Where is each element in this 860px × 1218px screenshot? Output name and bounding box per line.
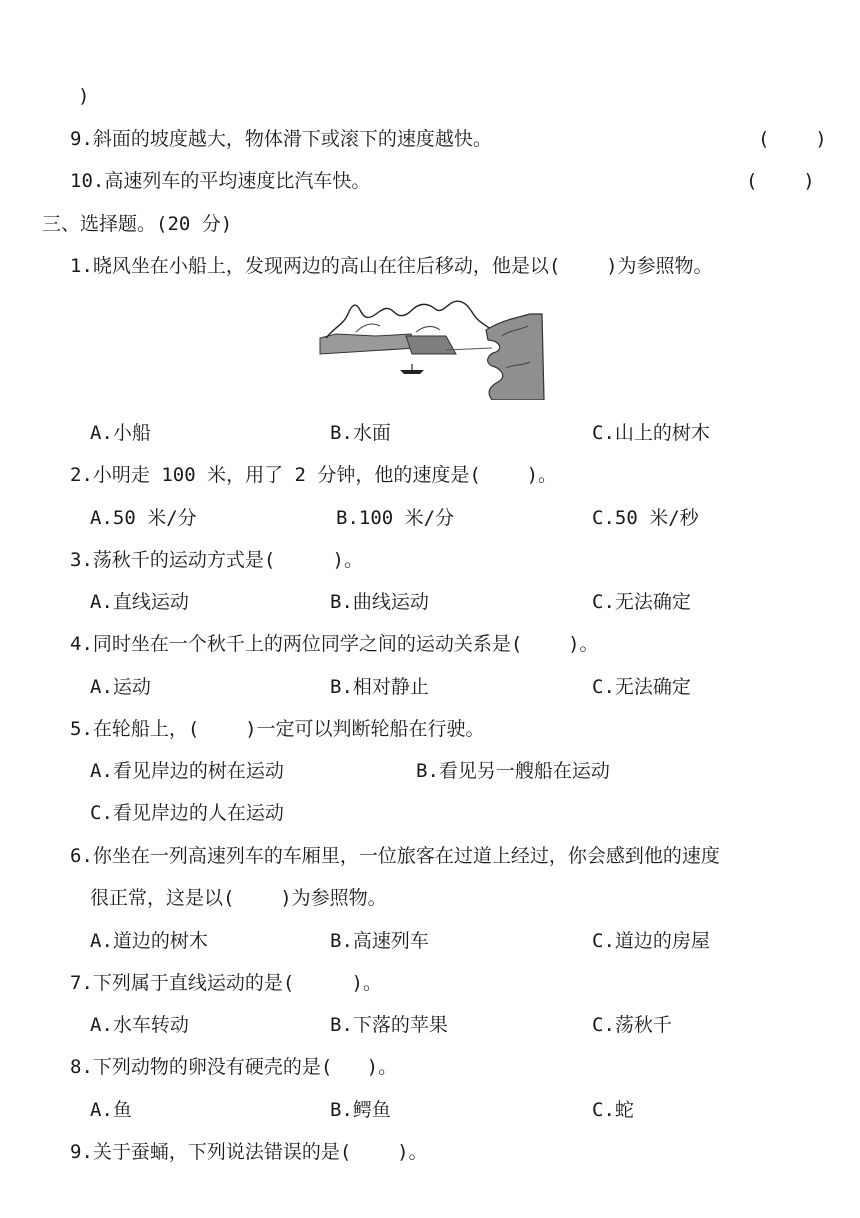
previous-question-fragment: ) [78, 85, 90, 107]
section-heading: 三、选择题。(20 分) [42, 213, 233, 235]
option-c: C.荡秋千 [592, 1014, 672, 1036]
question-stem: 4.同时坐在一个秋千上的两位同学之间的运动关系是( )。 [70, 633, 599, 655]
option-c: C.无法确定 [592, 676, 691, 698]
option-a: A.道边的树木 [90, 930, 208, 952]
option-b: B.鳄鱼 [330, 1099, 391, 1121]
option-b: B.相对静止 [330, 676, 429, 698]
question-stem: 1.晓风坐在小船上，发现两边的高山在往后移动，他是以( )为参照物。 [70, 255, 713, 277]
question-stem: 6.你坐在一列高速列车的车厢里，一位旅客在过道上经过，你会感到他的速度 [70, 845, 720, 867]
judgement-question-9: 9.斜面的坡度越大，物体滑下或滚下的速度越快。 [70, 128, 492, 150]
option-a: A.直线运动 [90, 591, 189, 613]
question-stem: 7.下列属于直线运动的是( )。 [70, 972, 382, 994]
answer-bracket: ( ) [746, 170, 815, 192]
option-c: C.蛇 [592, 1099, 634, 1121]
question-stem: 9.关于蚕蛹，下列说法错误的是( )。 [70, 1141, 428, 1163]
option-b: B.下落的苹果 [330, 1014, 448, 1036]
option-a: A.看见岸边的树在运动 [90, 760, 284, 782]
option-b: B.曲线运动 [330, 591, 429, 613]
judgement-question-10: 10.高速列车的平均速度比汽车快。 [70, 170, 371, 192]
option-b: B.100 米/分 [336, 507, 455, 529]
option-b: B.看见另一艘船在运动 [416, 760, 610, 782]
answer-bracket: ( ) [758, 128, 827, 150]
option-b: B.水面 [330, 422, 391, 444]
option-c: C.无法确定 [592, 591, 691, 613]
option-c: C.看见岸边的人在运动 [90, 802, 284, 824]
option-a: A.鱼 [90, 1099, 132, 1121]
option-c: C.山上的树木 [592, 422, 710, 444]
question-stem: 5.在轮船上，( )一定可以判断轮船在行驶。 [70, 718, 485, 740]
option-c: C.50 米/秒 [592, 507, 699, 529]
option-b: B.高速列车 [330, 930, 429, 952]
option-c: C.道边的房屋 [592, 930, 710, 952]
option-a: A.水车转动 [90, 1014, 189, 1036]
question-stem: 2.小明走 100 米，用了 2 分钟，他的速度是( )。 [70, 464, 558, 486]
option-a: A.运动 [90, 676, 151, 698]
question-stem-continuation: 很正常，这是以( )为参照物。 [90, 887, 387, 909]
mountain-lake-illustration [316, 296, 546, 400]
question-stem: 3.荡秋千的运动方式是( )。 [70, 549, 363, 571]
question-stem: 8.下列动物的卵没有硬壳的是( )。 [70, 1056, 398, 1078]
option-a: A.50 米/分 [90, 507, 197, 529]
option-a: A.小船 [90, 422, 151, 444]
